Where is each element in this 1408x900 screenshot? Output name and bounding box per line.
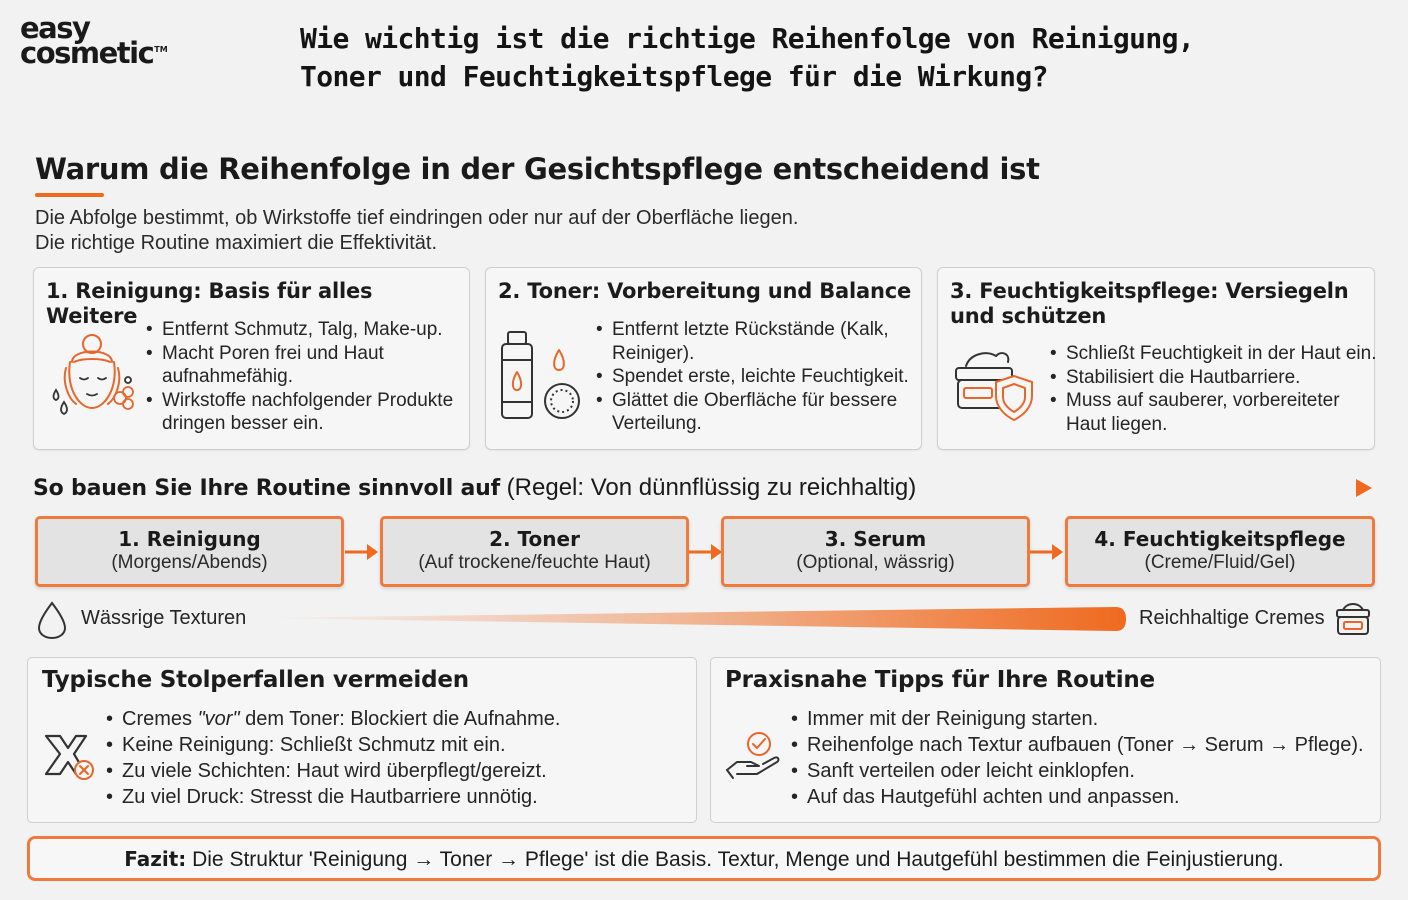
bullet-text-cont: Verteilung.: [612, 413, 702, 434]
step-subtitle: (Morgens/Abends): [111, 552, 268, 573]
conclusion-text: Die Struktur 'Reinigung → Toner → Pflege' ist die Basis. Textur, Menge und Hautgefühl bestimmen die Feinjustierung.: [186, 848, 1284, 871]
page-title: [300, 20, 1300, 96]
tips-list: [791, 706, 1364, 810]
card-bullets: [146, 318, 453, 436]
card-title-line-1: 3. Feuchtigkeitspflege: Versiegeln: [950, 279, 1349, 303]
list-item: [596, 318, 909, 365]
card-title: 1. Reinigung: Basis für alles Weitere: [46, 279, 373, 328]
logo-text: cosmetic: [20, 35, 154, 70]
list-item: [106, 706, 560, 732]
bullet-emphasis: "vor": [197, 708, 240, 730]
step-arrow: [1030, 541, 1064, 563]
card-title-line-2: und schützen: [950, 304, 1107, 328]
bullet-text: Entfernt letzte Rückstände (Kalk,: [612, 319, 889, 340]
step-arrow: [689, 541, 723, 563]
card-bullets: [1050, 342, 1377, 436]
list-item: [596, 365, 909, 389]
tips-box: [710, 657, 1381, 823]
bullet-text: Spendet erste, leichte Feuchtigkeit.: [612, 366, 909, 387]
step-title: 3. Serum: [824, 527, 927, 551]
list-item: • Reihenfolge nach Textur aufbauen (Toner → Serum → Pflege).: [791, 732, 1364, 758]
card-feuchtigkeitspflege: [937, 267, 1375, 450]
list-item: [1050, 389, 1377, 436]
heading-underline: [35, 193, 104, 197]
bullet-text: Macht Poren frei und Haut: [162, 342, 384, 364]
pitfalls-box: [27, 657, 697, 823]
step-title: 2. Toner: [489, 527, 580, 551]
list-item: • Immer mit der Reinigung starten.: [791, 706, 1364, 732]
list-item: [1050, 366, 1377, 390]
bullet-text: Schließt Feuchtigkeit in der Haut ein.: [1066, 343, 1377, 364]
section-heading: Warum die Reihenfolge in der Gesichtspflege entscheidend ist: [35, 152, 1040, 186]
page-title-line-1: Wie wichtig ist die richtige Reihenfolge von Reinigung,: [300, 22, 1195, 55]
intro-line-1: Die Abfolge bestimmt, ob Wirkstoffe tief eindringen oder nur auf der Oberfläche liegen.: [35, 207, 799, 229]
bullet-text: Stabilisiert die Hautbarriere.: [1066, 366, 1301, 388]
list-item: [596, 389, 909, 436]
bullet-text: Cremes: [122, 708, 198, 730]
step-subtitle: (Optional, wässrig): [796, 552, 955, 573]
list-item: • Keine Reinigung: Schließt Schmutz mit ein.: [106, 732, 560, 758]
conclusion-label: Fazit:: [124, 847, 187, 871]
step-title: 4. Feuchtigkeitspflege: [1094, 527, 1346, 551]
cream-jar-shield-icon: [952, 346, 1038, 424]
step-feuchtigkeitspflege: [1065, 516, 1375, 587]
bullet-text: Muss auf sauberer, vorbereiteter: [1066, 390, 1340, 411]
hand-check-icon: [725, 728, 783, 784]
routine-arrow: [960, 476, 1376, 500]
list-item: [146, 389, 453, 436]
pitfalls-title: Typische Stolperfallen vermeiden: [42, 667, 469, 693]
cross-warning-icon: [42, 732, 98, 784]
list-item: [1050, 342, 1377, 366]
bullet-text: Glättet die Oberfläche für bessere: [612, 389, 898, 411]
cream-jar-icon: [1333, 600, 1373, 638]
intro-line-2: Die richtige Routine maximiert die Effektivität.: [35, 232, 438, 254]
tips-title: Praxisnahe Tipps für Ihre Routine: [725, 667, 1155, 693]
toner-bottle-icon: [498, 330, 584, 422]
list-item: • Auf das Hautgefühl achten und anpassen.: [791, 784, 1364, 810]
card-reinigung: [33, 267, 470, 450]
intro-text: [35, 206, 798, 256]
texture-gradient-bar: [260, 604, 1128, 634]
logo-line-2: [20, 35, 168, 70]
card-title: 2. Toner: Vorbereitung und Balance: [498, 279, 911, 303]
list-item: [146, 318, 453, 342]
routine-heading: [33, 474, 916, 502]
step-subtitle: (Creme/Fluid/Gel): [1144, 552, 1296, 573]
step-toner: [380, 516, 689, 587]
card-title: [950, 279, 1364, 329]
brand-logo: [20, 11, 168, 70]
face-cleansing-icon: [46, 328, 134, 420]
step-reinigung: [35, 516, 344, 587]
logo-line-1: easy: [20, 11, 90, 45]
step-title: 1. Reinigung: [118, 527, 261, 551]
bullet-text-cont: dem Toner: Blockiert die Aufnahme.: [239, 708, 561, 730]
list-item: • Zu viele Schichten: Haut wird überpflegt/gereizt.: [106, 758, 560, 784]
list-item: • Sanft verteilen oder leicht einklopfen.: [791, 758, 1364, 784]
water-drop-icon: [36, 600, 68, 640]
card-bullets: [596, 318, 909, 436]
bullet-text-cont: Haut liegen.: [1066, 413, 1168, 435]
list-item: • Zu viel Druck: Stresst die Hautbarriere unnötig.: [106, 784, 560, 810]
pitfalls-list: [106, 706, 560, 810]
bullet-text-cont: Reiniger).: [612, 342, 695, 364]
step-arrow: [345, 541, 379, 563]
texture-right-label: Reichhaltige Cremes: [1139, 607, 1325, 629]
card-toner: [485, 267, 922, 450]
step-serum: [721, 516, 1030, 587]
conclusion-box: [27, 836, 1381, 881]
list-item: [146, 342, 453, 389]
page-title-line-2: Toner und Feuchtigkeitspflege für die Wirkung?: [300, 60, 1048, 93]
texture-left-label: Wässrige Texturen: [81, 607, 247, 629]
bullet-text: Wirkstoffe nachfolgender Produkte: [162, 389, 454, 411]
routine-heading-bold: So bauen Sie Ihre Routine sinnvoll auf: [33, 476, 501, 501]
bullet-text-cont: aufnahmefähig.: [162, 366, 293, 387]
routine-rule: (Regel: Von dünnflüssig zu reichhaltig): [500, 474, 917, 501]
bullet-text: Entfernt Schmutz, Talg, Make-up.: [162, 319, 443, 340]
bullet-text-cont: dringen besser ein.: [162, 413, 324, 434]
step-subtitle: (Auf trockene/feuchte Haut): [418, 552, 651, 573]
logo-trademark: TM: [154, 44, 168, 54]
